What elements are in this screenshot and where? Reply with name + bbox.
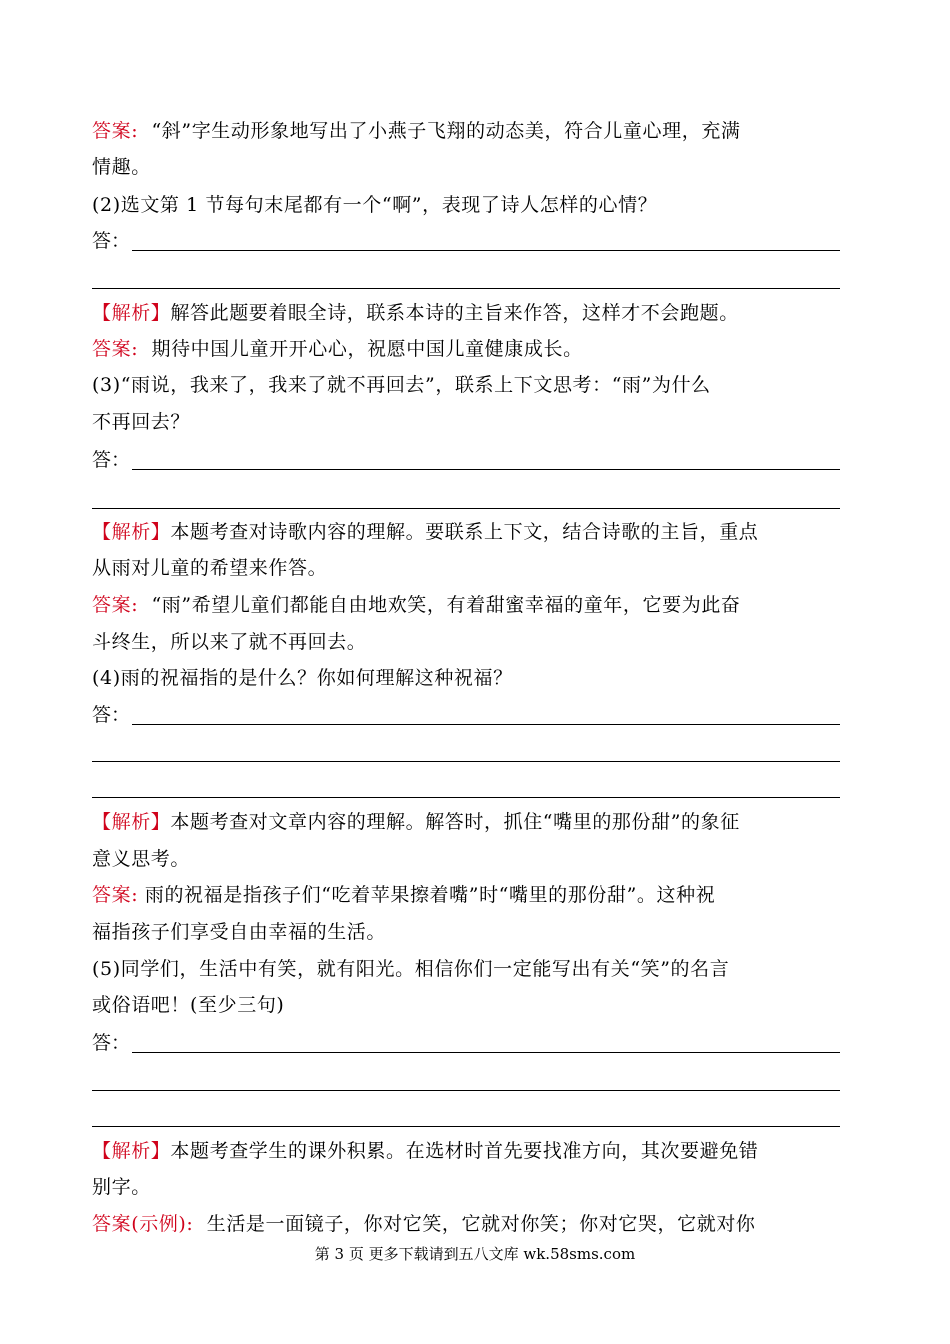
answer-rule	[132, 1052, 840, 1053]
answer-rule	[92, 797, 840, 798]
answer-line	[92, 116, 858, 146]
analysis-line	[92, 517, 858, 547]
answer-line	[92, 590, 858, 620]
answer-blank-label: 答：	[92, 1032, 131, 1054]
answer-text-cont: 斗终生，所以来了就不再回去。	[92, 631, 367, 653]
answer-line	[92, 880, 858, 910]
analysis-label: 【解析】	[92, 521, 171, 543]
question-3-cont: 不再回去？	[92, 411, 191, 433]
answer-text: 雨的祝福是指孩子们“吃着苹果擦着嘴”时“嘴里的那份甜”。这种祝	[144, 884, 716, 906]
analysis-text: 解答此题要着眼全诗，联系本诗的主旨来作答，这样才不会跑题。	[170, 302, 739, 324]
answer-rule	[92, 1126, 840, 1127]
analysis-text: 本题考查对诗歌内容的理解。要联系上下文，结合诗歌的主旨，重点	[170, 521, 759, 543]
answer-rule	[132, 724, 840, 725]
analysis-text-cont: 从雨对儿童的希望来作答。	[92, 557, 328, 579]
analysis-line	[92, 298, 858, 328]
answer-blank-q2[interactable]	[92, 226, 840, 256]
analysis-text: 本题考查对文章内容的理解。解答时，抓住“嘴里的那份甜”的象征	[170, 811, 740, 833]
analysis-text-cont: 别字。	[92, 1176, 151, 1198]
question-2: (2)选文第 1 节每句末尾都有一个“啊”，表现了诗人怎样的心情？	[92, 194, 658, 216]
answer-text: 期待中国儿童开开心心，祝愿中国儿童健康成长。	[151, 338, 583, 360]
answer-text-cont: 福指孩子们享受自由幸福的生活。	[92, 921, 387, 943]
answer-text-cont: 情趣。	[92, 156, 151, 178]
analysis-label: 【解析】	[92, 302, 171, 324]
analysis-text-cont: 意义思考。	[92, 848, 191, 870]
question-4: (4)雨的祝福指的是什么？你如何理解这种祝福？	[92, 667, 513, 689]
analysis-label: 【解析】	[92, 811, 171, 833]
analysis-line	[92, 1136, 858, 1166]
analysis-text: 本题考查学生的课外积累。在选材时首先要找准方向，其次要避免错	[170, 1140, 759, 1162]
page-footer: 第 3 页 更多下载请到五八文库 wk.58sms.com	[314, 1245, 636, 1263]
answer-rule	[92, 508, 840, 509]
answer-blank-q4[interactable]	[92, 700, 840, 730]
question-3: (3)“雨说，我来了，我来了就不再回去”，联系上下文思考：“雨”为什么	[92, 374, 711, 396]
answer-rule	[132, 469, 840, 470]
answer-text: 生活是一面镜子，你对它笑，它就对你笑；你对它哭，它就对你	[206, 1213, 756, 1235]
question-5: (5)同学们，生活中有笑，就有阳光。相信你们一定能写出有关“笑”的名言	[92, 958, 730, 980]
answer-label: 答案:	[92, 120, 139, 142]
answer-blank-label: 答：	[92, 704, 131, 726]
answer-text: “斜”字生动形象地写出了小燕子飞翔的动态美，符合儿童心理，充满	[151, 120, 741, 142]
answer-line	[92, 1209, 858, 1239]
answer-rule	[92, 288, 840, 289]
analysis-line	[92, 807, 858, 837]
answer-rule	[92, 1090, 840, 1091]
answer-blank-label: 答：	[92, 230, 131, 252]
answer-text: “雨”希望儿童们都能自由地欢笑，有着甜蜜幸福的童年，它要为此奋	[151, 594, 741, 616]
answer-label: 答案:	[92, 884, 139, 906]
answer-blank-q5[interactable]	[92, 1028, 840, 1058]
answer-rule	[92, 761, 840, 762]
answer-blank-q3[interactable]	[92, 445, 840, 475]
answer-rule	[132, 250, 840, 251]
question-5-cont: 或俗语吧！(至少三句)	[92, 994, 285, 1016]
answer-line	[92, 334, 858, 364]
answer-label: 答案(示例):	[92, 1213, 194, 1235]
answer-label: 答案:	[92, 594, 139, 616]
answer-blank-label: 答：	[92, 449, 131, 471]
answer-label: 答案:	[92, 338, 139, 360]
analysis-label: 【解析】	[92, 1140, 171, 1162]
